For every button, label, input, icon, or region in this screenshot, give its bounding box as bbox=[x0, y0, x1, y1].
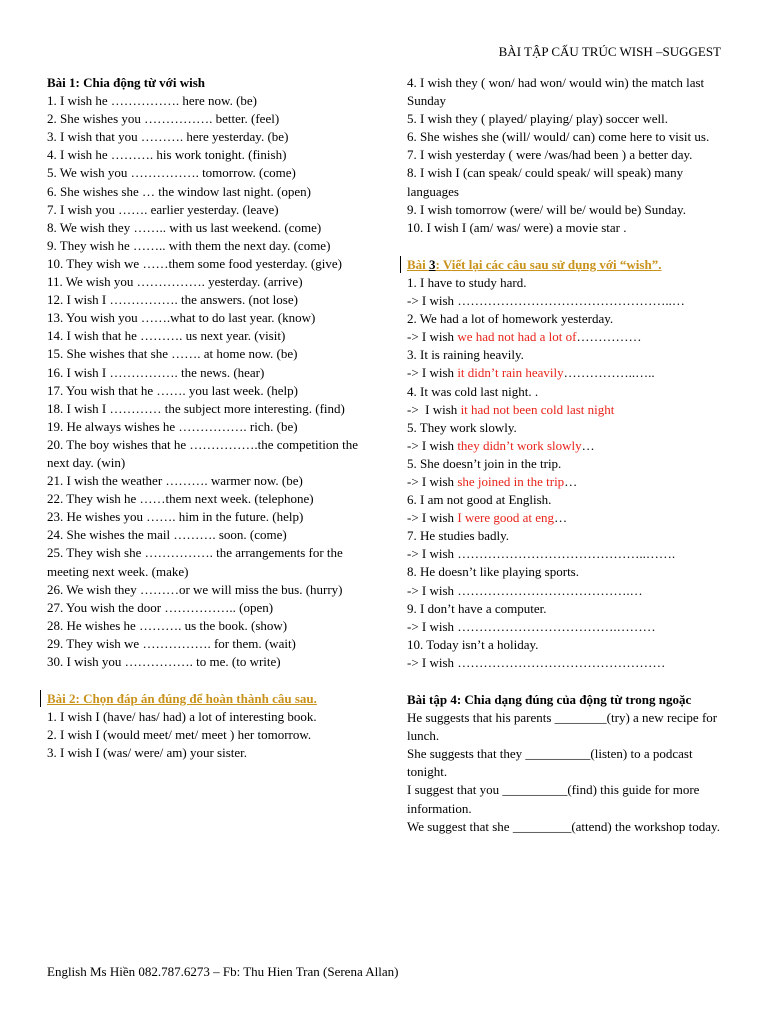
exercise-line: 25. They wish she ……………. the arrangements for the meeting next week. (make) bbox=[47, 545, 343, 579]
exercise-line: 9. I wish tomorrow (were/ will be/ would be) Sunday. bbox=[407, 201, 686, 217]
exercise-line: He suggests that his parents ________(try) a new recipe for lunch. bbox=[407, 710, 718, 744]
rewrite-question: 4. It was cold last night. . bbox=[407, 383, 539, 399]
exercise-3-title: Bài 3: Viết lại các câu sau sử dụng với “wish”. bbox=[407, 256, 723, 274]
exercise-line: I suggest that you __________(find) this guide for more information. bbox=[407, 782, 700, 816]
rewrite-question: 3. It is raining heavily. bbox=[407, 347, 524, 363]
page-footer: English Ms Hiền 082.787.6273 – Fb: Thu Hien Tran (Serena Allan) bbox=[47, 964, 399, 979]
answer-prefix: -> I wish bbox=[407, 582, 458, 598]
rewrite-question: 8. He doesn’t like playing sports. bbox=[407, 564, 579, 580]
exercise-line: 22. They wish he ……them next week. (telephone) bbox=[47, 491, 314, 507]
exercise-line: 18. I wish I ………… the subject more interesting. (find) bbox=[47, 400, 345, 416]
rewrite-answer-line bbox=[407, 618, 723, 636]
exercise-line: 20. The boy wishes that he …………….the competition the next day. (win) bbox=[47, 436, 358, 470]
rewrite-question: 5. They work slowly. bbox=[407, 419, 517, 435]
exercise-line: 5. We wish you ……………. tomorrow. (come) bbox=[47, 165, 296, 181]
exercise-line: 4. I wish he ………. his work tonight. (finish) bbox=[47, 147, 287, 163]
answer-prefix: -> I wish bbox=[407, 510, 458, 526]
rewrite-answer-line bbox=[407, 401, 723, 419]
exercise-line: 6. She wishes she … the window last night. (open) bbox=[47, 183, 311, 199]
answer-prefix: -> I wish bbox=[407, 365, 458, 381]
cursor-bar bbox=[400, 256, 401, 273]
rewrite-question: 7. He studies badly. bbox=[407, 528, 510, 544]
exercise-line: 2. I wish I (would meet/ met/ meet ) her tomorrow. bbox=[47, 727, 312, 743]
exercise-3-list bbox=[407, 274, 723, 672]
answer-prefix: -> I wish bbox=[407, 329, 458, 345]
rewrite-answer-line bbox=[407, 509, 723, 527]
exercise-line: 17. You wish that he ……. you last week. (help) bbox=[47, 382, 298, 398]
exercise-line: She suggests that they __________(listen) to a podcast tonight. bbox=[407, 746, 693, 780]
rewrite-question: 1. I have to study hard. bbox=[407, 274, 527, 290]
exercise-line: 8. I wish I (can speak/ could speak/ will speak) many languages bbox=[407, 165, 684, 199]
exercise-line: 19. He always wishes he ……………. rich. (be) bbox=[47, 418, 298, 434]
exercise-line: 8. We wish they …….. with us last weekend. (come) bbox=[47, 219, 322, 235]
answer-text: she joined in the trip bbox=[457, 473, 565, 489]
exercise-2-list-left bbox=[47, 708, 365, 762]
answer-text: we had not had a lot of bbox=[457, 329, 577, 345]
rewrite-answer-line bbox=[407, 582, 723, 600]
exercise-line: 1. I wish I (have/ has/ had) a lot of interesting book. bbox=[47, 709, 317, 725]
exercise-4-title: Bài tập 4: Chia dạng đúng của động từ trong ngoặc bbox=[407, 692, 692, 707]
rewrite-answer-line bbox=[407, 364, 723, 382]
exercise-line: 29. They wish we ……………. for them. (wait) bbox=[47, 635, 296, 651]
answer-prefix: -> I wish bbox=[407, 473, 458, 489]
exercise-line: 26. We wish they ………or we will miss the bus. (hurry) bbox=[47, 581, 343, 597]
exercise-line: 10. I wish I (am/ was/ were) a movie star . bbox=[407, 219, 627, 235]
answer-blank: ……………………………….……… bbox=[457, 618, 656, 634]
rewrite-question: 10. Today isn’t a holiday. bbox=[407, 636, 539, 652]
exercise-line: 30. I wish you ……………. to me. (to write) bbox=[47, 654, 281, 669]
exercise-line: 23. He wishes you ……. him in the future. (help) bbox=[47, 509, 304, 525]
right-column bbox=[407, 74, 723, 836]
exercise-4-list bbox=[407, 709, 723, 836]
cursor-bar bbox=[40, 690, 41, 707]
rewrite-question: 9. I don’t have a computer. bbox=[407, 600, 547, 616]
exercise-line: 6. She wishes she (will/ would/ can) come here to visit us. bbox=[407, 129, 710, 145]
answer-prefix: -> I wish bbox=[407, 401, 461, 417]
exercise-line: 1. I wish he ……………. here now. (be) bbox=[47, 93, 257, 109]
exercise-line: 13. You wish you …….what to do last year. (know) bbox=[47, 310, 316, 326]
exercise-2-list-right bbox=[407, 74, 723, 237]
exercise-line: 5. I wish they ( played/ playing/ play) soccer well. bbox=[407, 111, 669, 127]
answer-blank: ……………..….. bbox=[563, 365, 655, 381]
exercise-line: 3. I wish I (was/ were/ am) your sister. bbox=[47, 745, 248, 761]
exercise-line: 9. They wish he …….. with them the next day. (come) bbox=[47, 237, 331, 253]
exercise-line: 14. I wish that he ………. us next year. (visit) bbox=[47, 328, 286, 344]
exercise-line: 27. You wish the door …………….. (open) bbox=[47, 599, 274, 615]
page-header: BÀI TẬP CẤU TRÚC WISH –SUGGEST bbox=[498, 44, 721, 59]
exercise-1-title: Bài 1: Chia động từ với wish bbox=[47, 75, 206, 90]
rewrite-question: 2. We had a lot of homework yesterday. bbox=[407, 311, 614, 327]
answer-prefix: -> I wish bbox=[407, 293, 458, 309]
exercise-line: We suggest that she _________(attend) the workshop today. bbox=[407, 818, 720, 834]
rewrite-answer-line bbox=[407, 437, 723, 455]
rewrite-answer-line bbox=[407, 292, 723, 310]
exercise-line: 21. I wish the weather ………. warmer now. (be) bbox=[47, 473, 303, 489]
exercise-line: 11. We wish you ……………. yesterday. (arrive) bbox=[47, 274, 303, 290]
rewrite-answer-line bbox=[407, 473, 723, 491]
rewrite-answer-line bbox=[407, 654, 723, 672]
answer-text: it didn’t rain heavily bbox=[457, 365, 564, 381]
answer-text: they didn’t work slowly bbox=[457, 437, 582, 453]
exercise-line: 12. I wish I ……………. the answers. (not lose) bbox=[47, 292, 298, 308]
left-column bbox=[47, 74, 365, 762]
exercise-2-title: Bài 2: Chọn đáp án đúng để hoàn thành câu sau. bbox=[47, 690, 365, 708]
exercise-line: 28. He wishes he ………. us the book. (show) bbox=[47, 617, 288, 633]
exercise-line: 2. She wishes you ……………. better. (feel) bbox=[47, 111, 280, 127]
exercise-line: 15. She wishes that she ……. at home now. (be) bbox=[47, 346, 298, 362]
answer-blank: ………………………………………… bbox=[457, 654, 666, 670]
answer-blank: ………………………………….… bbox=[457, 582, 643, 598]
exercise-line: 10. They wish we ……them some food yesterday. (give) bbox=[47, 255, 342, 271]
answer-blank: …………………………………………..… bbox=[457, 293, 685, 309]
answer-blank: … bbox=[564, 473, 578, 489]
exercise-line: 16. I wish I ……………. the news. (hear) bbox=[47, 364, 265, 380]
answer-prefix: -> I wish bbox=[407, 618, 458, 634]
answer-blank: …………… bbox=[576, 329, 642, 345]
answer-text: I were good at eng bbox=[457, 510, 555, 526]
answer-blank: … bbox=[554, 510, 568, 526]
answer-blank: … bbox=[581, 437, 595, 453]
exercise-line: 4. I wish they ( won/ had won/ would win) the match last Sunday bbox=[407, 75, 705, 109]
answer-prefix: -> I wish bbox=[407, 437, 458, 453]
exercise-line: 3. I wish that you ………. here yesterday. (be) bbox=[47, 129, 289, 145]
answer-prefix: -> I wish bbox=[407, 654, 458, 670]
rewrite-answer-line bbox=[407, 545, 723, 563]
exercise-1-list bbox=[47, 92, 365, 671]
rewrite-question: 6. I am not good at English. bbox=[407, 492, 552, 508]
answer-prefix: -> I wish bbox=[407, 546, 458, 562]
exercise-line: 7. I wish yesterday ( were /was/had been ) a better day. bbox=[407, 147, 693, 163]
exercise-line: 7. I wish you ……. earlier yesterday. (leave) bbox=[47, 201, 279, 217]
rewrite-answer-line bbox=[407, 328, 723, 346]
rewrite-question: 5. She doesn’t join in the trip. bbox=[407, 455, 562, 471]
answer-blank: ……………………………………..……. bbox=[457, 546, 676, 562]
answer-text: it had not been cold last night bbox=[460, 401, 615, 417]
exercise-line: 24. She wishes the mail ………. soon. (come) bbox=[47, 527, 287, 543]
